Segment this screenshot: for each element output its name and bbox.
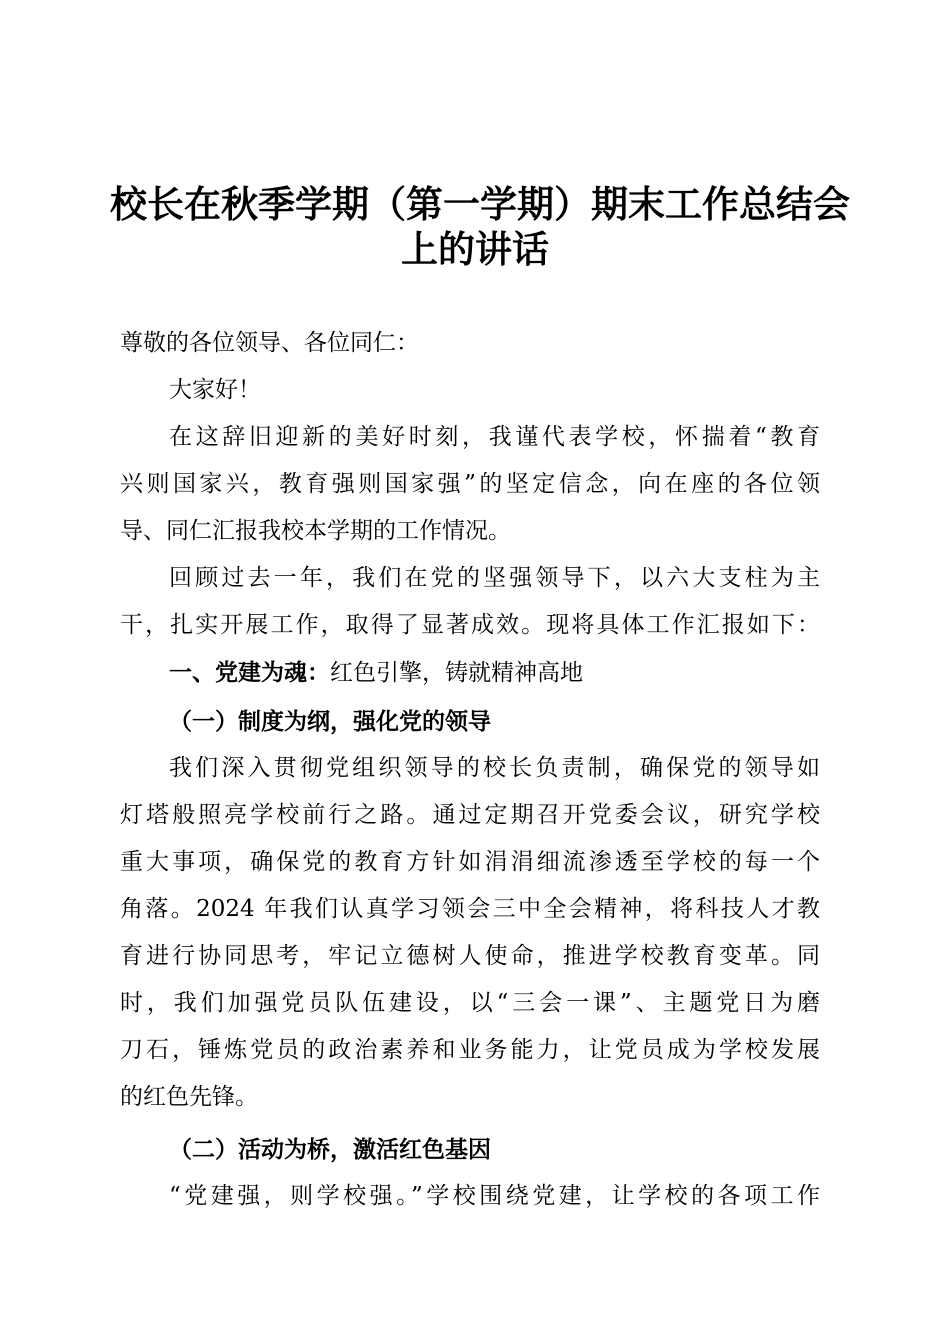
paragraph-4-line: “党建强，则学校强。”学校围绕党建，让学校的各项工作 <box>169 1183 820 1209</box>
paragraph-3-line: 我们深入贯彻党组织领导的校长负责制，确保党的领导如 <box>169 755 820 781</box>
paragraph-2-line: 干，扎实开展工作，取得了显著成效。现将具体工作汇报如下： <box>120 612 820 638</box>
subsection-2-heading: （二）活动为桥，激活红色基因 <box>169 1136 491 1163</box>
section-1-heading-rest: 红色引擎，铸就精神高地 <box>330 660 583 686</box>
paragraph-3-line: 角落。2024 年我们认真学习领会三中全会精神，将科技人才教 <box>120 896 820 922</box>
paragraph-3-line: 时，我们加强党员队伍建设，以“三会一课”、主题党日为磨 <box>120 990 820 1016</box>
paragraph-3-line: 育进行协同思考，牢记立德树人使命，推进学校教育变革。同 <box>120 943 820 969</box>
document-title-line-2: 上的讲话 <box>401 227 549 271</box>
hello-line: 大家好！ <box>169 377 261 403</box>
paragraph-1-line: 导、同仁汇报我校本学期的工作情况。 <box>120 518 511 544</box>
paragraph-3-line: 灯塔般照亮学校前行之路。通过定期召开党委会议，研究学校 <box>120 802 820 828</box>
paragraph-3-line: 的红色先锋。 <box>120 1084 258 1110</box>
section-1-heading-bold: 一、党建为魂： <box>169 659 330 686</box>
paragraph-3-line: 刀石，锤炼党员的政治素养和业务能力，让党员成为学校发展 <box>120 1037 820 1063</box>
paragraph-1-line: 在这辞旧迎新的美好时刻，我谨代表学校，怀揣着“教育 <box>169 424 820 450</box>
greeting: 尊敬的各位领导、各位同仁： <box>120 330 419 356</box>
paragraph-3-line: 重大事项，确保党的教育方针如涓涓细流渗透至学校的每一个 <box>120 849 820 875</box>
subsection-1-heading: （一）制度为纲，强化党的领导 <box>169 708 491 735</box>
document-title-line-1: 校长在秋季学期（第一学期）期末工作总结会 <box>110 182 850 226</box>
paragraph-2-line: 回顾过去一年，我们在党的坚强领导下，以六大支柱为主 <box>169 565 820 591</box>
paragraph-1-line: 兴则国家兴，教育强则国家强”的坚定信念，向在座的各位领 <box>120 471 820 497</box>
section-1-heading <box>169 649 583 696</box>
